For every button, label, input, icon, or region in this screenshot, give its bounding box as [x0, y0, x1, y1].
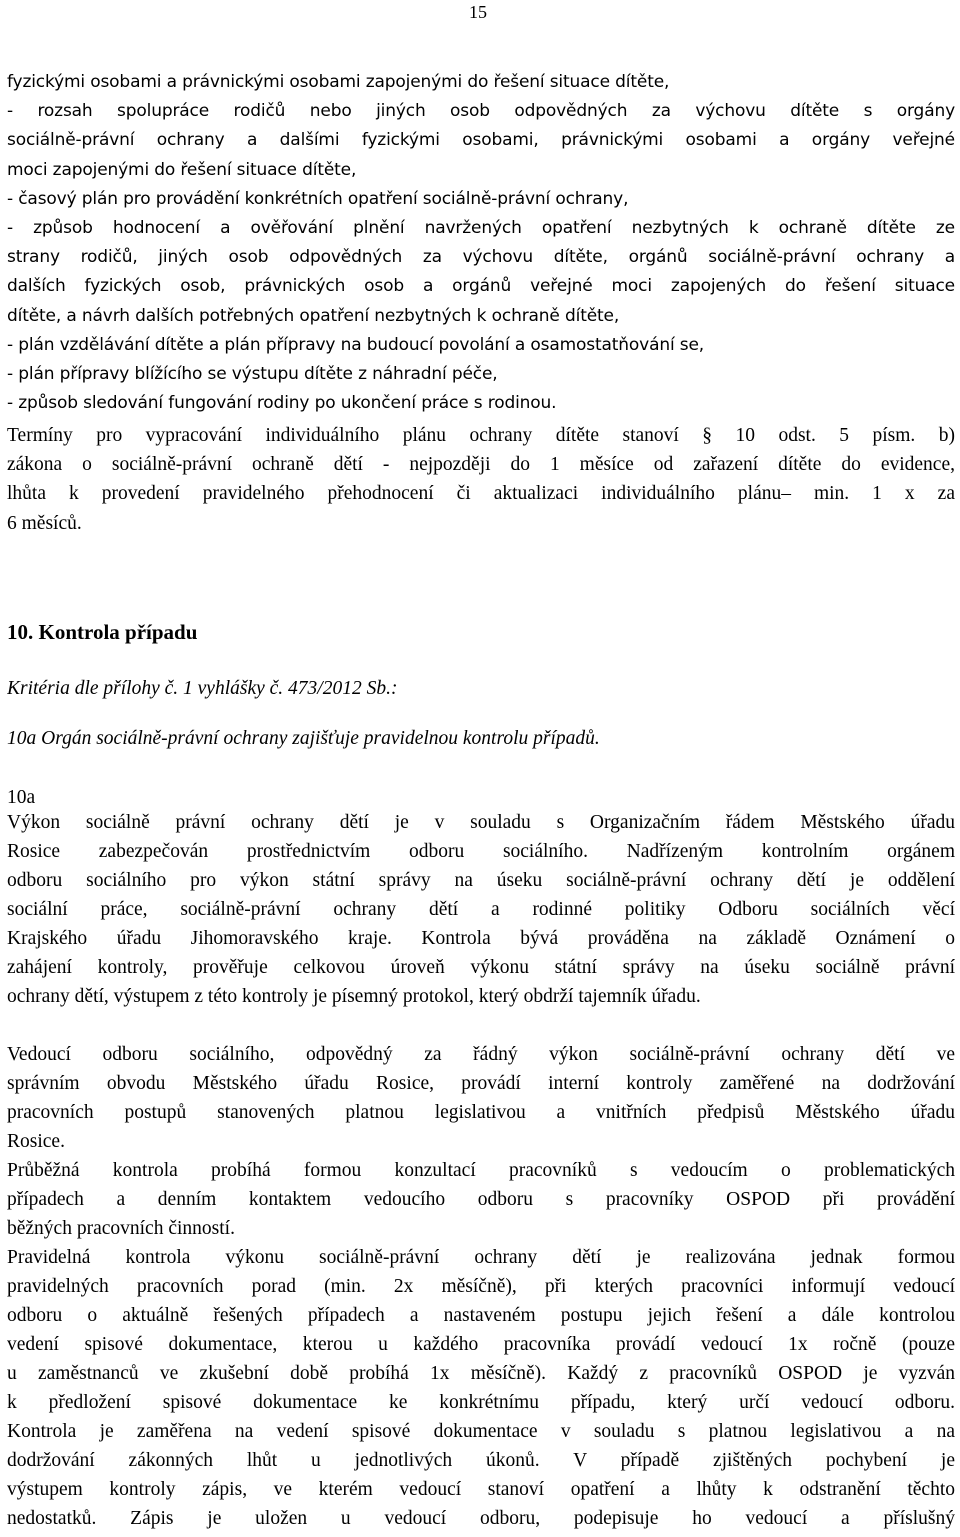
text-line: pravidelných pracovních porad (min. 2x měsíčně), při kterých pracovníci informují vedoucí — [7, 1276, 955, 1297]
text-line: dodržování zákonných lhůt u jednotlivých úkonů. V případě zjištěných pochybení je — [7, 1450, 955, 1471]
text-line: vedení spisové dokumentace, kterou u každého pracovníka provádí vedoucí 1x ročně (pouze — [7, 1334, 955, 1355]
text-line: Vedoucí odboru sociálního, odpovědný za řádný výkon sociálně-právní ochrany dětí ve — [7, 1044, 955, 1065]
text-line: zahájení kontroly, prověřuje celkovou úroveň výkonu státní správy na úseku sociálně právní — [7, 957, 955, 978]
text-line: Průběžná kontrola probíhá formou konzultací pracovníků s vedoucím o problematických — [7, 1160, 955, 1181]
text-line: Rosice zabezpečován prostřednictvím odboru sociálního. Nadřízeným kontrolním orgánem — [7, 841, 955, 862]
text-line: Pravidelná kontrola výkonu sociálně-právní ochrany dětí je realizována jednak formou — [7, 1247, 955, 1268]
text-line: - způsob hodnocení a ověřování plnění navržených opatření nezbytných k ochraně dítěte ze — [7, 218, 955, 238]
section-label-10a: 10a — [7, 787, 36, 808]
text-line: strany rodičů, jiných osob odpovědných za výchovu dítěte, orgánů sociálně-právní ochrany a — [7, 247, 955, 268]
text-line: fyzickými osobami a právnickými osobami zapojenými do řešení situace dítěte, — [7, 72, 670, 92]
text-line: u zaměstnanců ve zkušební době probíhá 1x měsíčně). Každý z pracovníků OSPOD je vyzván — [7, 1363, 955, 1384]
text-line: - časový plán pro provádění konkrétních opatření sociálně-právní ochrany, — [7, 188, 629, 209]
text-line: Výkon sociálně právní ochrany dětí je v souladu s Organizačním řádem Městského úřadu — [7, 812, 955, 833]
text-line: případech a denním kontaktem vedoucího odboru s pracovníky OSPOD při provádění — [7, 1189, 955, 1210]
text-line: lhůta k provedení pravidelného přehodnocení či aktualizaci individuálního plánu– min. 1 x za — [7, 483, 955, 505]
text-line: dítěte, a návrh dalších potřebných opatření nezbytných k ochraně dítěte, — [7, 305, 620, 326]
text-line: k předložení spisové dokumentace ke konkrétnímu případu, který určí vedoucí odboru. — [7, 1392, 955, 1413]
text-line: výstupem kontroly zápis, ve kterém vedoucí stanoví opatření a lhůty k odstranění těchto — [7, 1479, 955, 1500]
text-line: 6 měsíců. — [7, 512, 82, 534]
text-line: odboru o aktuálně řešených případech a nastaveném postupu jejich řešení a dále kontrolou — [7, 1305, 955, 1326]
text-line: zákona o sociálně-právní ochraně dětí - nejpozději do 1 měsíce od zařazení dítěte do evidence, — [7, 454, 955, 476]
text-line: nedostatků. Zápis je uložen u vedoucí odboru, podepisuje ho vedoucí a příslušný — [7, 1508, 955, 1529]
text-line: sociální práce, sociálně-právní ochrany dětí a rodinné politiky Odboru sociálních věcí — [7, 899, 955, 920]
text-line: Rosice. — [7, 1131, 65, 1152]
text-line: Termíny pro vypracování individuálního plánu ochrany dítěte stanoví § 10 odst. 5 písm. b) — [7, 425, 955, 446]
text-line: běžných pracovních činností. — [7, 1218, 235, 1239]
text-line: Kontrola je zaměřena na vedení spisové dokumentace v souladu s platnou legislativou a na — [7, 1421, 955, 1442]
text-line: ochrany dětí, výstupem z této kontroly je písemný protokol, který obdrží tajemník úřadu. — [7, 986, 701, 1007]
text-line: - plán vzdělávání dítěte a plán přípravy na budoucí povolání a osamostatňování se, — [7, 334, 705, 355]
text-line: - plán přípravy blížícího se výstupu dítěte z náhradní péče, — [7, 364, 498, 384]
text-line: správním obvodu Městského úřadu Rosice, provádí interní kontroly zaměřené na dodržování — [7, 1073, 955, 1094]
text-line: odboru sociálního pro výkon státní správy na úseku sociálně-právní ochrany dětí je oddělení — [7, 870, 955, 891]
criterion-10a: 10a Orgán sociálně-právní ochrany zajišťuje pravidelnou kontrolu případů. — [7, 728, 600, 749]
text-line: moci zapojenými do řešení situace dítěte, — [7, 159, 357, 180]
text-line: dalších fyzických osob, právnických osob a orgánů veřejné moci zapojených do řešení situace — [7, 276, 955, 297]
text-line: Krajského úřadu Jihomoravského kraje. Kontrola bývá prováděna na základě Oznámení o — [7, 928, 955, 949]
text-line: sociálně-právní ochrany a dalšími fyzickými osobami, právnickými osobami a orgány veřejné — [7, 130, 955, 151]
text-line: pracovních postupů stanovených platnou legislativou a vnitřních předpisů Městského úřadu — [7, 1102, 955, 1123]
section-heading: 10. Kontrola případu — [7, 620, 198, 644]
text-line: - rozsah spolupráce rodičů nebo jiných osob odpovědných za výchovu dítěte s orgány — [7, 101, 955, 122]
page-number: 15 — [469, 2, 487, 22]
text-line: - způsob sledování fungování rodiny po ukončení práce s rodinou. — [7, 393, 557, 414]
criteria-label: Kritéria dle přílohy č. 1 vyhlášky č. 473/2012 Sb.: — [7, 678, 398, 699]
